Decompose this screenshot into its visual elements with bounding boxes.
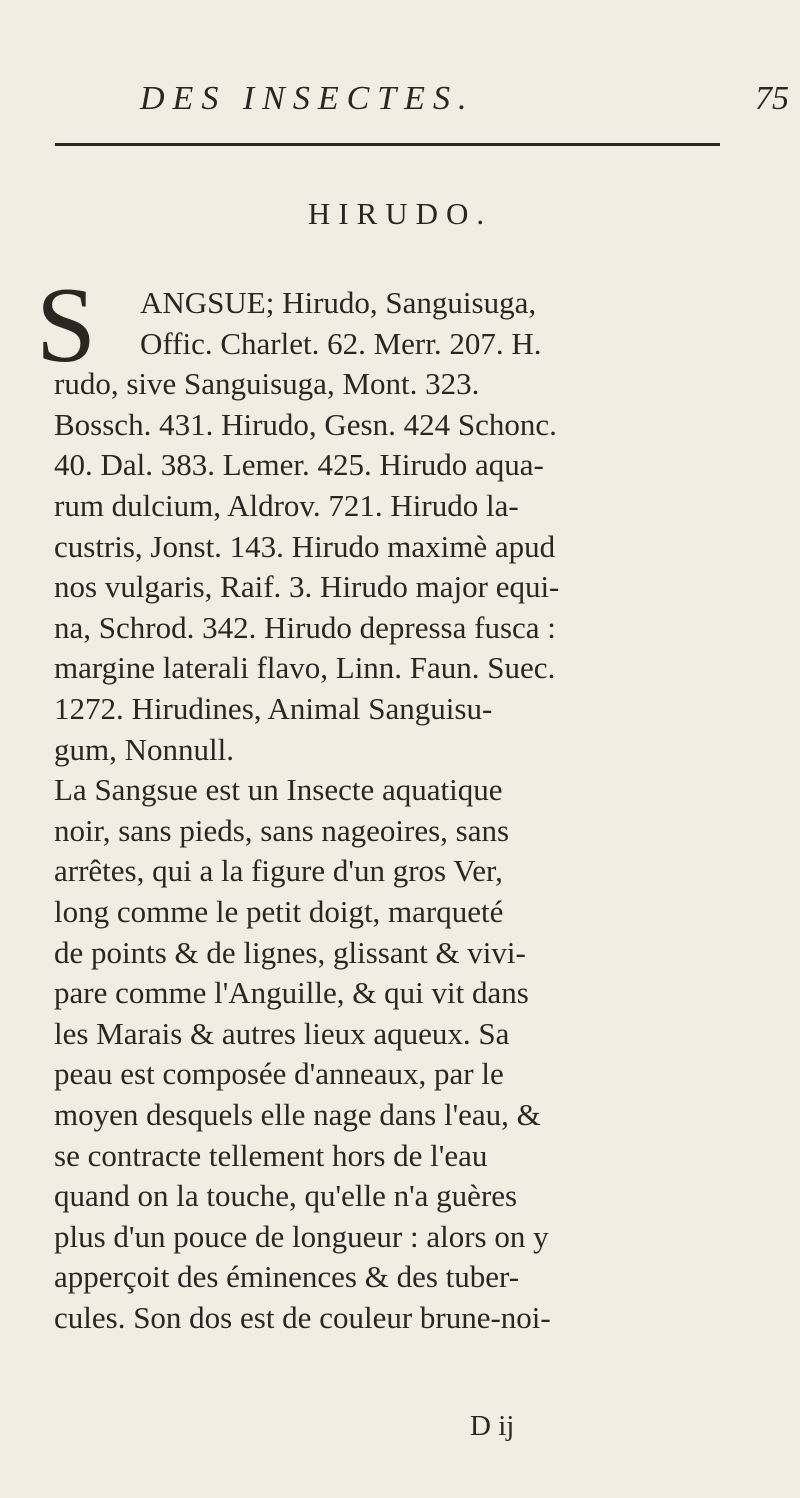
text-line: apperçoit des éminences & des tuber-: [54, 1259, 520, 1295]
text-line: pare comme l'Anguille, & qui vit dans: [54, 975, 529, 1011]
running-head: [140, 80, 789, 118]
signature-mark: D ij: [470, 1410, 515, 1442]
text-line: Bossch. 431. Hirudo, Gesn. 424 Schonc.: [54, 406, 557, 442]
text-line: 1272. Hirudines, Animal Sanguisu-: [54, 691, 493, 726]
text-line: de points & de lignes, glissant & vivi-: [54, 934, 526, 970]
text-line: long comme le petit doigt, marqueté: [54, 894, 504, 929]
text-line: arrêtes, qui a la figure d'un gros Ver,: [54, 853, 503, 889]
text-line: margine laterali flavo, Linn. Faun. Suec.: [54, 650, 556, 686]
text-line: custris, Jonst. 143. Hirudo maximè apud: [54, 528, 556, 564]
text-line: rudo, sive Sanguisuga, Mont. 323.: [54, 366, 480, 402]
text-line: La Sangsue est un Insecte aquatique: [54, 772, 503, 808]
text-line: moyen desquels elle nage dans l'eau, &: [54, 1097, 541, 1132]
text-line: na, Schrod. 342. Hirudo depressa fusca :: [54, 609, 556, 645]
text-line: nos vulgaris, Raif. 3. Hirudo major equi-: [54, 569, 560, 605]
text-line: noir, sans pieds, sans nageoires, sans: [54, 812, 510, 848]
text-line: peau est composée d'anneaux, par le: [54, 1056, 504, 1092]
text-line: gum, Nonnull.: [54, 731, 234, 767]
text-line: ANGSUE; Hirudo, Sanguisuga,: [140, 285, 537, 320]
text-line: se contracte tellement hors de l'eau: [54, 1137, 488, 1173]
drop-cap: S: [36, 266, 97, 385]
text-line: plus d'un pouce de longueur : alors on y: [54, 1218, 549, 1254]
text-line: rum dulcium, Aldrov. 721. Hirudo la-: [54, 488, 519, 523]
section-heading: HIRUDO.: [307, 196, 493, 231]
text-line: quand on la touche, qu'elle n'a guères: [54, 1178, 518, 1214]
running-title: DES INSECTES.: [140, 80, 475, 117]
text-line: les Marais & autres lieux aqueux. Sa: [54, 1015, 510, 1051]
text-line: cules. Son dos est de couleur brune-noi-: [54, 1300, 551, 1335]
header-rule: [55, 143, 720, 146]
text-line: 40. Dal. 383. Lemer. 425. Hirudo aqua-: [54, 447, 544, 483]
text-line: Offic. Charlet. 62. Merr. 207. H.: [140, 325, 542, 361]
page-number: 75: [755, 80, 789, 117]
